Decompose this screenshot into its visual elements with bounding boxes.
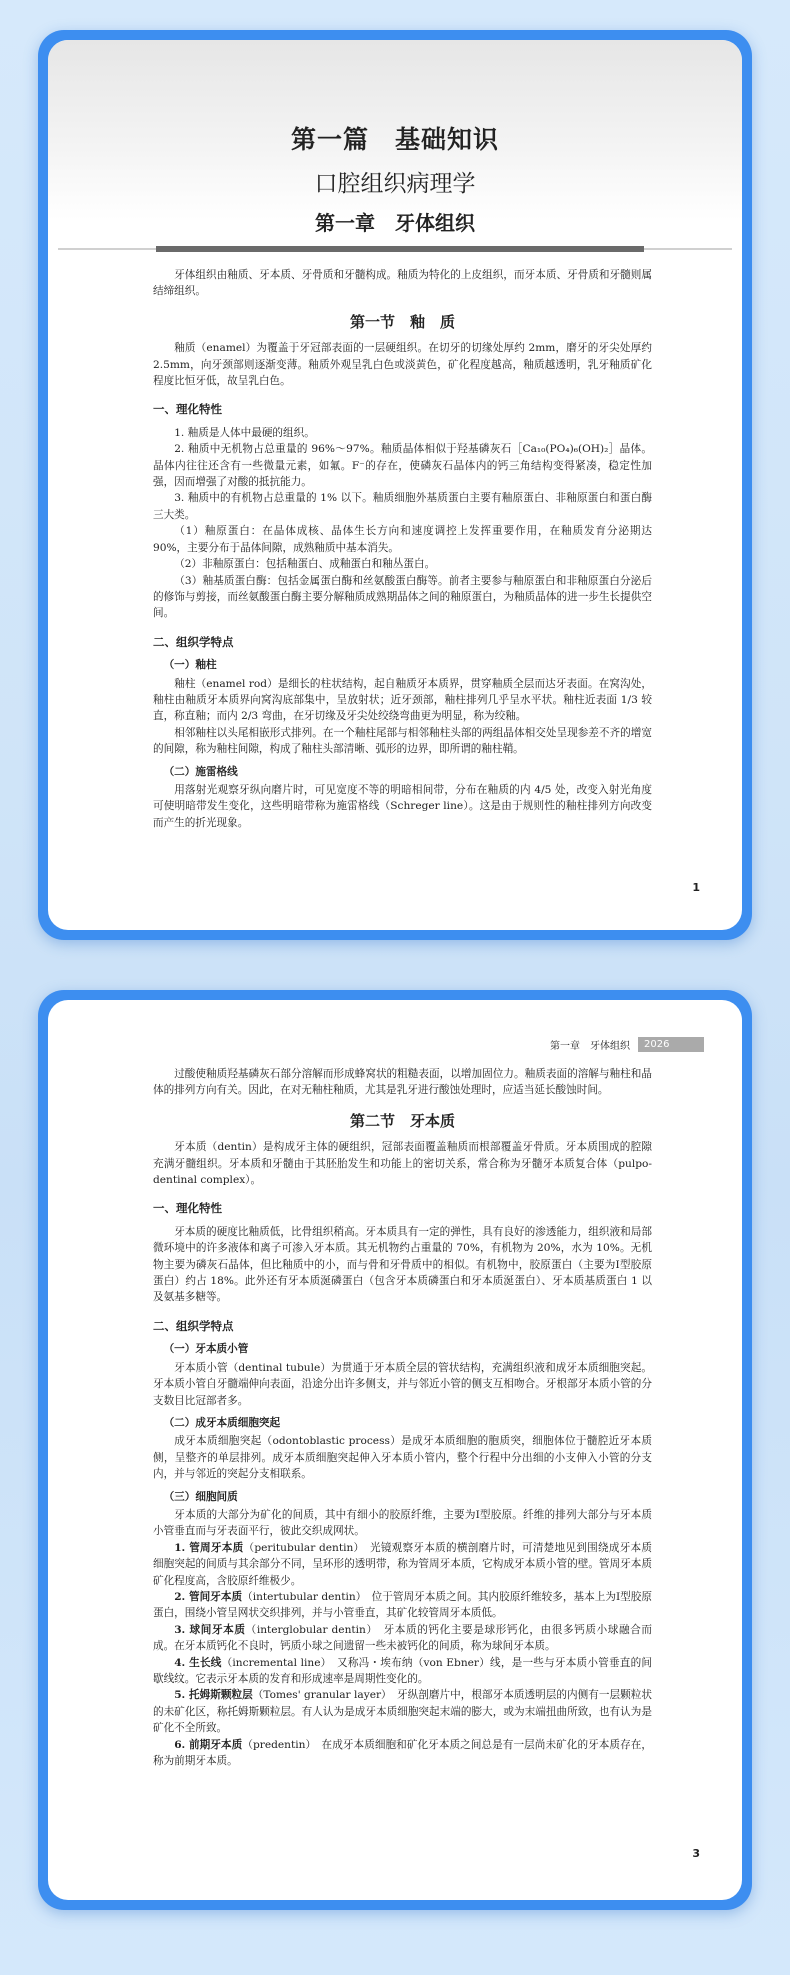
- paragraph: 牙本质的硬度比釉质低，比骨组织稍高。牙本质具有一定的弹性，具有良好的渗透能力，组织液和局部微环境中的许多液体和离子可渗入牙本质。其无机物约占重量的 70%，有机物为 20%，水为 10%。无机物主要为磷灰石晶体，但比釉质中的小，而与骨和牙骨质中的相似。有机物中，胶原蛋白（主要为Ⅰ型胶原蛋白）约占 18%。此外还有牙本质涎磷蛋白（包含牙本质磷蛋白和牙本质涎蛋白）、牙本质基质蛋白 1 以及氨基多糖等。: [153, 1225, 652, 1304]
- paragraph: 过酸使釉质羟基磷灰石部分溶解而形成蜂窝状的粗糙表面，以增加固位力。釉质表面的溶解与釉柱和晶体的排列方向有关。因此，在对无釉柱釉质，尤其是乳牙进行酸蚀处理时，应适当延长酸蚀时间。: [153, 1068, 652, 1097]
- heading: 二、组织学特点: [153, 634, 234, 649]
- list-item: [153, 1737, 652, 1770]
- section-title: 第一节 釉 质: [349, 312, 455, 331]
- item-label: 5. 托姆斯颗粒层: [174, 1689, 253, 1702]
- page-number: 1: [692, 881, 700, 894]
- heading: 一、理化特性: [153, 1201, 222, 1216]
- item-text: （peritubular dentin） 光镜观察牙本质的横剖磨片时，可清楚地见到围绕成牙本质细胞突起的间质与其余部分不同，呈环形的透明带，称为管周牙本质，它构成牙本质小管的壁。管周牙本质矿化程度高，含胶原纤维极少。: [153, 1541, 652, 1587]
- list-item: [153, 1589, 652, 1622]
- item-label: 2. 管间牙本质: [174, 1590, 243, 1603]
- item-text: （Tomes' granular layer） 牙纵剖磨片中，根部牙本质透明层的内侧有一层颗粒状的未矿化区，称托姆斯颗粒层。有人认为是成牙本质细胞突起末端的膨大，或为末端扭曲所致，也有认为是矿化不全所致。: [153, 1689, 652, 1735]
- book-title: 口腔组织病理学: [314, 171, 476, 197]
- running-head-text: 第一章 牙体组织: [550, 1041, 630, 1052]
- subheading: （一）釉柱: [163, 659, 217, 672]
- item-label: 6. 前期牙本质: [174, 1738, 243, 1751]
- page1-body: [153, 267, 652, 831]
- paragraph: 釉柱（enamel rod）是细长的柱状结构，起自釉质牙本质界，贯穿釉质全层而达牙表面。在窝沟处，釉柱由釉质牙本质界向窝沟底部集中，呈放射状；近牙颈部，釉柱排列几乎呈水平状。釉柱近表面 1/3 较直，称直釉；而内 2/3 弯曲，在牙切缘及牙尖处绞绕弯曲更为明显，称为绞釉。: [153, 677, 652, 723]
- paragraph: 1. 釉质是人体中最硬的组织。: [174, 426, 315, 439]
- list-item: [153, 1655, 652, 1688]
- page-number: 3: [692, 1847, 700, 1860]
- running-head: [550, 1037, 704, 1052]
- item-text: （incremental line） 又称冯・埃布纳（von Ebner）线，是一些与牙本质小管垂直的间歇线纹。它表示牙本质的发育和形成速率是周期性变化的。: [153, 1656, 653, 1685]
- paragraph: 牙体组织由釉质、牙本质、牙骨质和牙髓构成。釉质为特化的上皮组织，而牙本质、牙骨质和牙髓则属结缔组织。: [153, 269, 652, 298]
- list-item: [153, 1687, 652, 1736]
- subheading: （一）牙本质小管: [163, 1343, 249, 1356]
- item-text: （intertubular dentin） 位于管周牙本质之间。其内胶原纤维较多，基本上为Ⅰ型胶原蛋白，围绕小管呈网状交织排列，并与小管垂直，其矿化较管周牙本质低。: [153, 1590, 652, 1620]
- paragraph: 牙本质小管（dentinal tubule）为贯通于牙本质全层的管状结构，充满组织液和成牙本质细胞突起。牙本质小管自牙髓端伸向表面，沿途分出许多侧支，并与邻近小管的侧支互相吻合。牙根部牙本质小管的分支数目比冠部者多。: [153, 1361, 652, 1407]
- subheading: （二）施雷格线: [163, 765, 238, 778]
- item-text: （interglobular dentin） 牙本质的钙化主要是球形钙化，由很多钙质小球融合而成。在牙本质钙化不良时，钙质小球之间遗留一些未被钙化的间质，称为球间牙本质。: [153, 1623, 652, 1653]
- paragraph: 相邻釉柱以头尾相嵌形式排列。在一个釉柱尾部与相邻釉柱头部的两组晶体相交处呈现参差不齐的增宽的间隙，称为釉柱间隙，构成了釉柱头部清晰、弧形的边界，即所谓的釉柱鞘。: [153, 726, 652, 756]
- part-title: 第一篇 基础知识: [290, 125, 499, 154]
- item-text: （predentin） 在成牙本质细胞和矿化牙本质之间总是有一层尚未矿化的牙本质存在，称为前期牙本质。: [153, 1738, 653, 1768]
- section-title: 第二节 牙本质: [349, 1111, 455, 1130]
- paragraph: 用落射光观察牙纵向磨片时，可见宽度不等的明暗相间带，分布在釉质的内 4/5 处，改变入射光角度可使明暗带发生变化，这些明暗带称为施雷格线（Schreger line）。这是由于规则性的釉柱排列方向改变而产生的折光现象。: [153, 783, 652, 829]
- paragraph: 牙本质的大部分为矿化的间质，其中有细小的胶原纤维，主要为Ⅰ型胶原。纤维的排列大部分与牙本质小管垂直而与牙表面平行，彼此交织成网状。: [153, 1508, 652, 1538]
- paragraph: （3）釉基质蛋白酶：包括金属蛋白酶和丝氨酸蛋白酶等。前者主要参与釉原蛋白和非釉原蛋白分泌后的修饰与剪接，而丝氨酸蛋白酶主要分解釉质成熟期晶体之间的釉原蛋白，为釉质晶体的进一步生长提供空间。: [153, 574, 652, 620]
- paragraph: （2）非釉原蛋白：包括釉蛋白、成釉蛋白和釉丛蛋白。: [174, 558, 436, 571]
- paragraph: 3. 釉质中的有机物占总重量的 1% 以下。釉质细胞外基质蛋白主要有釉原蛋白、非釉原蛋白和蛋白酶三大类。: [153, 492, 652, 521]
- paragraph: 成牙本质细胞突起（odontoblastic process）是成牙本质细胞的胞质突，细胞体位于髓腔近牙本质侧，呈整齐的单层排列。成牙本质细胞突起伸入牙本质小管内，整个行程中分出细的小支伸入小管的分支内，并与邻近的突起分支相联系。: [153, 1435, 652, 1481]
- running-head-tag: 2026: [638, 1037, 704, 1052]
- subheading: （三）细胞间质: [163, 1490, 238, 1503]
- item-label: 1. 管周牙本质: [174, 1541, 244, 1554]
- page-sheet-1: [48, 40, 742, 930]
- item-label: 4. 生长线: [174, 1656, 222, 1669]
- subheading: （二）成牙本质细胞突起: [163, 1416, 281, 1429]
- header-bar: [156, 246, 644, 252]
- list-item: [153, 1540, 652, 1589]
- page-sheet-2: [48, 1000, 742, 1900]
- item-label: 3. 球间牙本质: [174, 1623, 246, 1636]
- page-card-1: [38, 30, 752, 940]
- paragraph: （1）釉原蛋白：在晶体成核、晶体生长方向和速度调控上发挥重要作用，在釉质发育分泌期达 90%，主要分布于晶体间隙，成熟釉质中基本消失。: [153, 525, 652, 554]
- heading: 一、理化特性: [153, 402, 222, 417]
- page-card-2: [38, 990, 752, 1910]
- page2-body: [153, 1066, 652, 1769]
- heading: 二、组织学特点: [153, 1318, 234, 1333]
- paragraph: 釉质（enamel）为覆盖于牙冠部表面的一层硬组织。在切牙的切缘处厚约 2mm，磨牙的牙尖处厚约 2.5mm，向牙颈部则逐渐变薄。釉质外观呈乳白色或淡黄色，矿化程度越高，釉质越透明，乳牙釉质矿化程度比恒牙低，故呈乳白色。: [153, 342, 652, 388]
- paragraph: 2. 釉质中无机物占总重量的 96%～97%。釉质晶体相似于羟基磷灰石［Ca₁₀(PO₄)₆(OH)₂］晶体。晶体内往往还含有一些微量元素，如氟。F⁻的存在，使磷灰石晶体内的钙三角结构变得紧凑，稳定性加强，因而增强了对酸的抵抗能力。: [153, 443, 652, 489]
- paragraph: 牙本质（dentin）是构成牙主体的硬组织，冠部表面覆盖釉质而根部覆盖牙骨质。牙本质围成的腔隙充满牙髓组织。牙本质和牙髓由于其胚胎发生和功能上的密切关系，常合称为牙髓牙本质复合体（pulpo-dentinal complex）。: [153, 1141, 652, 1187]
- chapter-title: 第一章 牙体组织: [315, 211, 475, 235]
- list-item: [153, 1622, 652, 1655]
